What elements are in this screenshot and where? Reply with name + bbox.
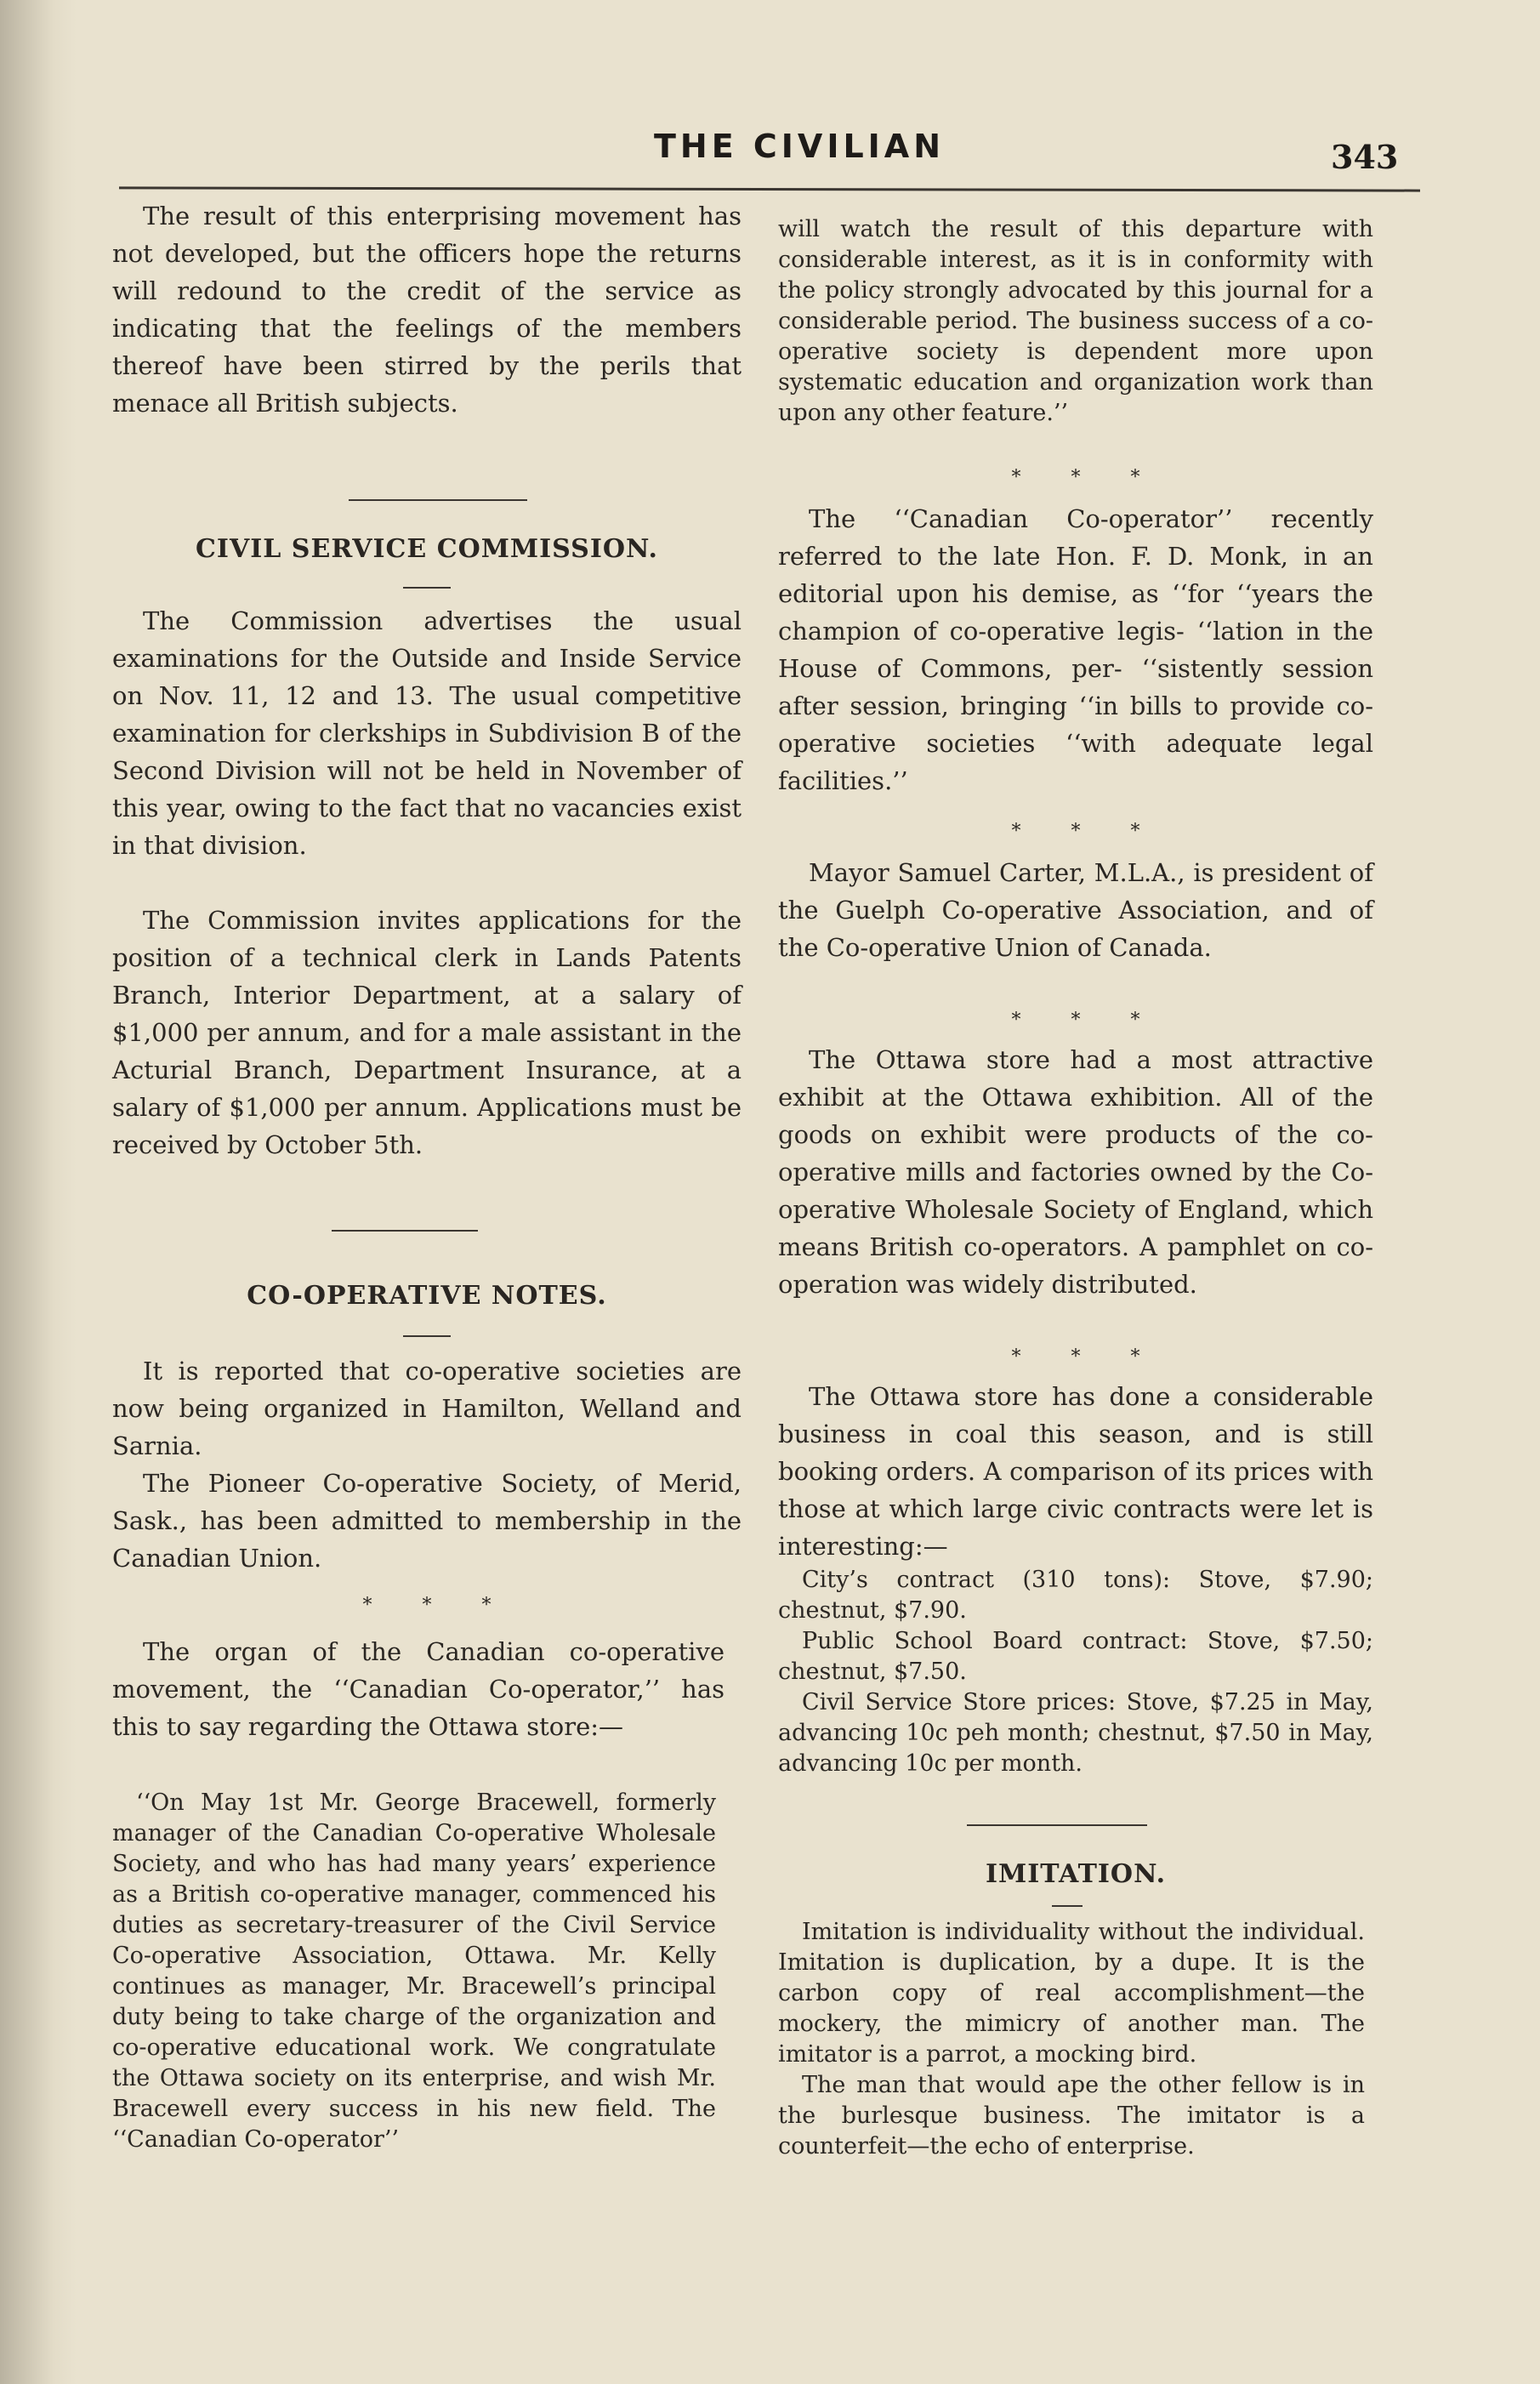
monk-paragraph: The ‘‘Canadian Co-operator’’ recently referred to the late Hon. F. D. Monk, in an editorial upon his demise, as ‘‘for ‘‘years the champion of co-operative legis- ‘‘lation in the House of Commons, per- ‘‘sistently session after session, bringing ‘‘in bills to provide co-operative societies ‘‘with adequate legal facilities.’’: [778, 504, 1373, 795]
section-heading-imitation: IMITATION.: [985, 1859, 1167, 1889]
section-stars: * * *: [1011, 821, 1162, 842]
section-heading-cooperative: CO-OPERATIVE NOTES.: [247, 1281, 607, 1311]
page-number: 343: [1331, 138, 1399, 176]
carter-paragraph: Mayor Samuel Carter, M.L.A., is president of the Guelph Co-operative Association, and of the Co-operative Union of Canada.: [778, 858, 1373, 962]
imitation-text: [778, 1917, 1365, 2162]
intro-paragraph: The result of this enterprising movement has not developed, but the officers hope the returns will redound to the credit of the service as indicating that the feelings of the members thereof have been stirred by the perils that menace all British subjects.: [112, 202, 742, 418]
running-header: THE CIVILIAN: [653, 128, 946, 165]
section-divider: [967, 1824, 1147, 1826]
imitation-paragraph-2: The man that would ape the other fellow is in the burlesque business. The imitator is a counterfeit—the echo of enterprise.: [778, 2072, 1365, 2159]
heading-underline: [403, 1335, 451, 1337]
imitation-paragraph-1: Imitation is individuality without the individual. Imitation is duplication, by a dupe. It is the carbon copy of real accomplishment—the mockery, the mimicry of another man. The imitator is a parrot, a mocking bird.: [778, 1919, 1365, 2068]
quote-paragraph: ‘‘On May 1st Mr. George Bracewell, formerly manager of the Canadian Co-operative Wholesale Society, and who has had many years’ experience as a British co-operative manager, commenced his duties as secretary-treasurer of the Civil Service Co-operative Association, Ottawa. Mr. Kelly continues as manager, Mr. Bracewell’s principal duty being to take charge of the organization and co-operative educational work. We congratulate the Ottawa society on its enterprise, and wish Mr. Bracewell every success in his new field. The ‘‘Canadian Co-operator’’: [112, 1789, 716, 2153]
exhibit-paragraph: The Ottawa store had a most attractive exhibit at the Ottawa exhibition. All of the goods on exhibit were products of the co-operative mills and factories owned by the Co-operative Wholesale Society of England, which means British co-operators. A pamphlet on co-operation was widely distributed.: [778, 1045, 1373, 1299]
price-city-contract: City’s contract (310 tons): Stove, $7.90; chestnut, $7.90.: [778, 1567, 1373, 1624]
coal-paragraph: The Ottawa store has done a considerable business in coal this season, and is still booking orders. A comparison of its prices with those at which large civic contracts were let is interesting:—: [778, 1382, 1373, 1561]
header-rule: [119, 186, 1420, 191]
price-school-board: Public School Board contract: Stove, $7.50; chestnut, $7.50.: [778, 1628, 1373, 1685]
price-civil-service-store: Civil Service Store prices: Stove, $7.25 in May, advancing 10c peh month; chestnut, $7.50 in May, advancing 10c per month.: [778, 1689, 1373, 1777]
heading-underline: [403, 587, 451, 589]
section-stars: * * *: [1011, 1010, 1162, 1031]
section-divider: [349, 499, 527, 501]
section-stars: * * *: [1011, 1346, 1162, 1368]
section-divider: [332, 1230, 478, 1232]
quoted-block: [112, 1788, 716, 2155]
price-list: [778, 1565, 1373, 1779]
quote-continuation: [778, 214, 1373, 429]
section-stars: * * *: [1011, 467, 1162, 488]
heading-underline: [1052, 1905, 1083, 1907]
quote-continuation-text: will watch the result of this departure with considerable interest, as it is in conformity with the policy strongly advocated by this journal for a considerable period. The business success of a co-operative society is dependent more upon systematic education and organization work than upon any other feature.’’: [778, 216, 1373, 426]
commission-paragraph-2: The Commission invites applications for the position of a technical clerk in Lands Patents Branch, Interior Department, at a salary of $1,000 per annum, and for a male assistant in the Acturial Branch, Department Insurance, at a salary of $1,000 per annum. Applications must be received by October 5th.: [112, 906, 742, 1159]
page-edge-shadow: [0, 0, 77, 2384]
section-heading-civil-service: CIVIL SERVICE COMMISSION.: [196, 534, 658, 564]
section-stars: * * *: [362, 1595, 514, 1616]
cooperative-paragraph-1: It is reported that co-operative societies are now being organized in Hamilton, Welland and Sarnia.: [112, 1357, 742, 1460]
cooperative-paragraph-2: The Pioneer Co-operative Society, of Merid, Sask., has been admitted to membership in the Canadian Union.: [112, 1469, 742, 1573]
organ-paragraph: The organ of the Canadian co-operative movement, the ‘‘Canadian Co-operator,’’ has this to say regarding the Ottawa store:—: [112, 1637, 725, 1741]
commission-paragraph-1: The Commission advertises the usual examinations for the Outside and Inside Service on Nov. 11, 12 and 13. The usual competitive examination for clerkships in Subdivision B of the Second Division will not be held in November of this year, owing to the fact that no vacancies exist in that division.: [112, 606, 742, 860]
